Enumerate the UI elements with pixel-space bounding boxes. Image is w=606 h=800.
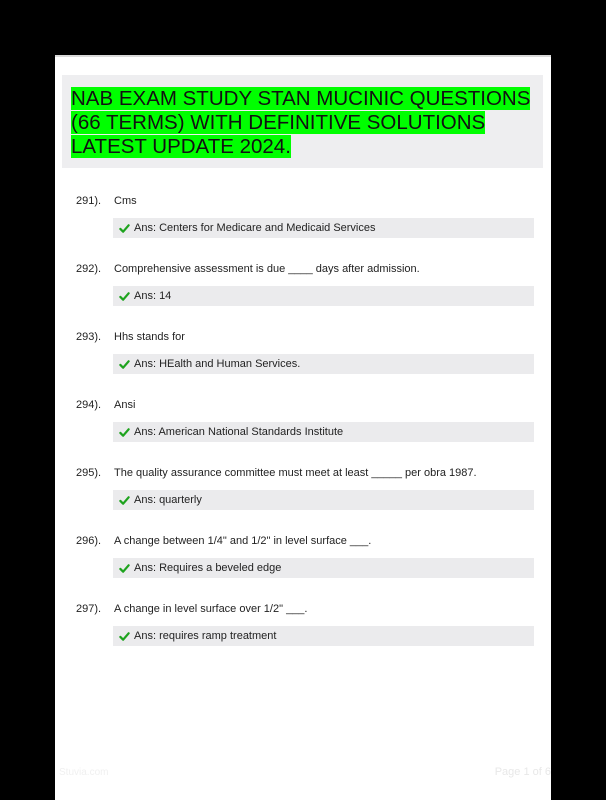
- footer-watermark: Stuvia.com: [59, 767, 109, 778]
- answer-box: [113, 490, 534, 510]
- title-box: [62, 75, 543, 168]
- answer-box: [113, 558, 534, 578]
- answer-box: [113, 422, 534, 442]
- check-icon: [119, 495, 130, 506]
- check-icon: [119, 427, 130, 438]
- check-icon: [119, 223, 130, 234]
- answer-text: Ans: 14: [134, 290, 172, 302]
- check-icon: [119, 291, 130, 302]
- answer-text: Ans: requires ramp treatment: [134, 630, 277, 642]
- answer-box: [113, 218, 534, 238]
- answer-text: Ans: Requires a beveled edge: [134, 562, 282, 574]
- question-number: 295).: [76, 467, 102, 479]
- answer-box: [113, 626, 534, 646]
- check-icon: [119, 563, 130, 574]
- check-icon: [119, 631, 130, 642]
- answer-text: Ans: Centers for Medicare and Medicaid Services: [134, 222, 376, 234]
- question-number: 296).: [76, 535, 102, 547]
- check-icon: [119, 359, 130, 370]
- question-text: A change between 1/4" and 1/2" in level surface ___.: [114, 535, 372, 547]
- question-number: 297).: [76, 603, 102, 615]
- question-text: Ansi: [114, 399, 136, 411]
- question-text: A change in level surface over 1/2" ___.: [114, 603, 308, 615]
- question-number: 293).: [76, 331, 102, 343]
- answer-text: Ans: quarterly: [134, 494, 202, 506]
- question-text: The quality assurance committee must meet at least _____ per obra 1987.: [114, 467, 477, 479]
- answer-box: [113, 354, 534, 374]
- answer-text: Ans: HEalth and Human Services.: [134, 358, 301, 370]
- page-number: Page 1 of 6: [494, 766, 551, 778]
- answer-box: [113, 286, 534, 306]
- question-text: Cms: [114, 195, 137, 207]
- question-text: Comprehensive assessment is due ____ days after admission.: [114, 263, 420, 275]
- question-text: Hhs stands for: [114, 331, 185, 343]
- answer-text: Ans: American National Standards Institute: [134, 426, 344, 438]
- question-number: 294).: [76, 399, 102, 411]
- question-number: 291).: [76, 195, 102, 207]
- document-title-text: NAB EXAM STUDY STAN MUCINIC QUESTIONS (66 TERMS) WITH DEFINITIVE SOLUTIONS LATEST UPDATE 2024.: [71, 87, 531, 158]
- question-number: 292).: [76, 263, 102, 275]
- document-title: [71, 87, 541, 159]
- document-page: [55, 57, 551, 800]
